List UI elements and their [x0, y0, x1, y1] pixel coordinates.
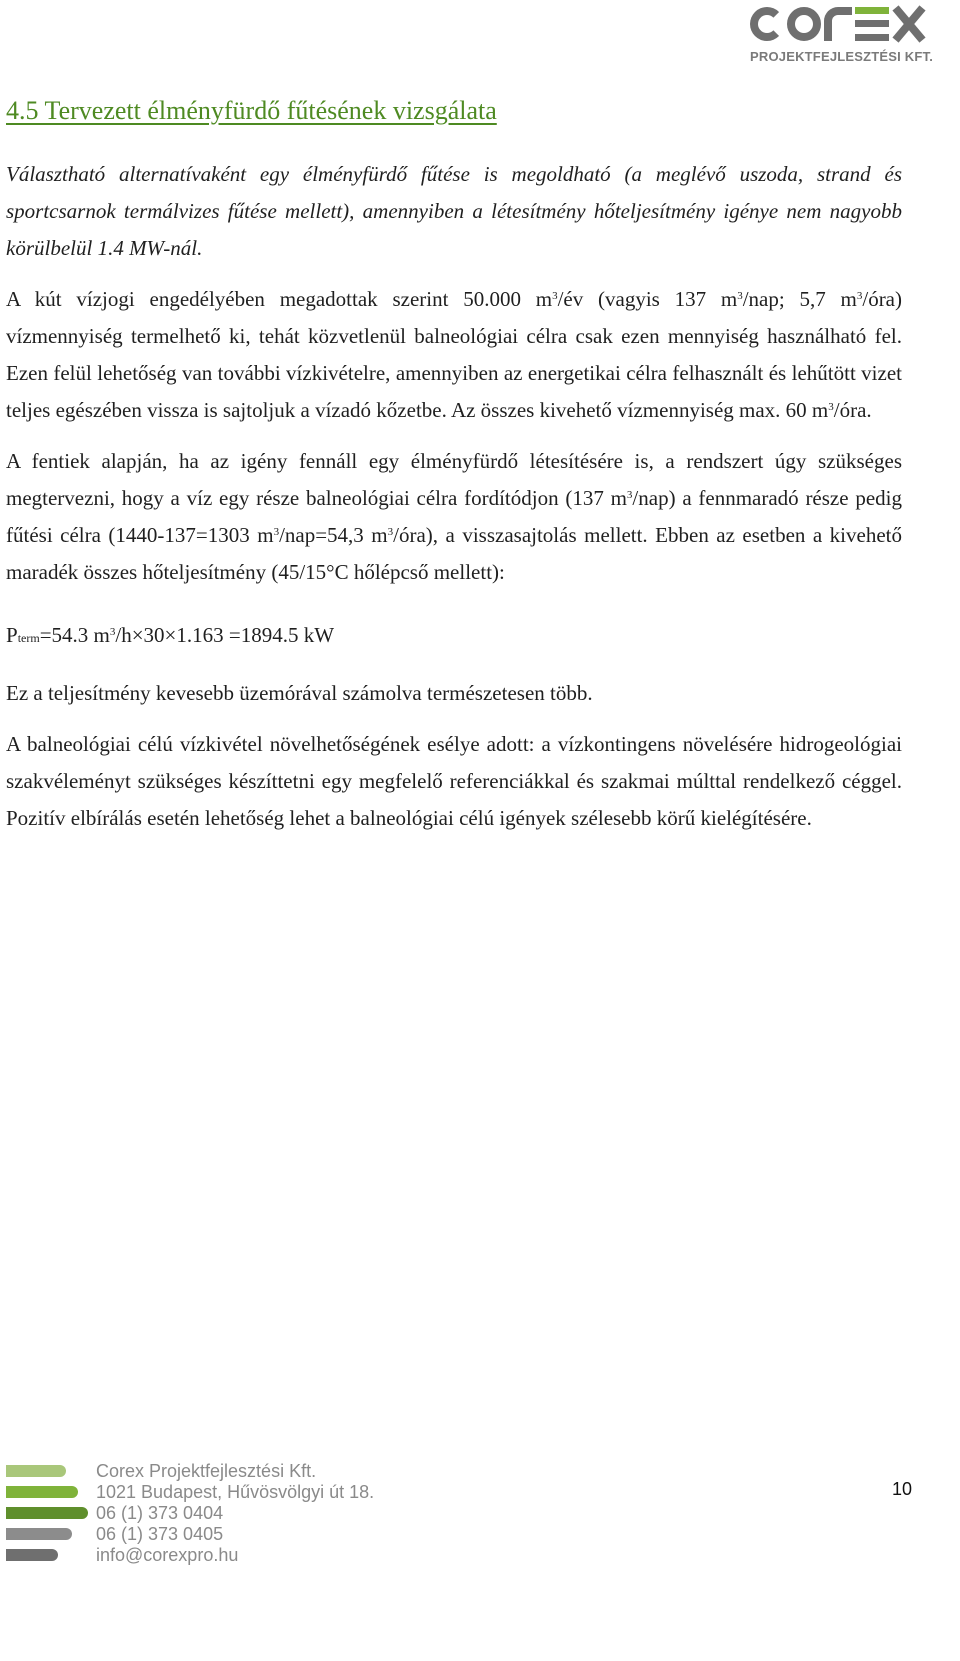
logo-letter-r [824, 7, 852, 41]
footer-phone-2: 06 (1) 373 0405 [96, 1524, 224, 1544]
intro-paragraph: Választható alternatívaként egy élményfürdő fűtése is megoldható (a meglévő uszoda, strand és sportcsarnok termálvizes fűtése mellett), amennyiben a létesítmény hőteljesítmény igénye nem nagyobb körülbelül 1.4 MW-nál. [6, 162, 902, 260]
footer-company: Corex Projektfejlesztési Kft. [96, 1461, 317, 1481]
footer-address: 1021 Budapest, Hűvösvölgyi út 18. [96, 1482, 375, 1502]
footer-phone-1: 06 (1) 373 0404 [96, 1503, 224, 1523]
balneology-paragraph: A balneológiai célú vízkivétel növelhetőségének esélye adott: a vízkontingens növelésére hidrogeológiai szakvéleményt szükséges készíttetni egy megfelelő referenciákkal és szakmai múlttal rendelkező céggel. Pozitív elbírálás esetén lehetőség lehet a balneológiai célú igények szélesebb körű kielégítésére. [6, 732, 902, 830]
logo-letter-c [750, 7, 784, 41]
page-footer [6, 1461, 912, 1661]
page-number: 10 [891, 1479, 912, 1499]
power-formula: Pterm=54.3 $m^3/h\times 30\times 1.163 =1894.5$ kW [6, 623, 335, 647]
logo-letter-x [892, 7, 926, 41]
footer-email[interactable]: info@corexpro.hu [96, 1545, 239, 1565]
company-logo [750, 2, 950, 68]
water-permit-paragraph: A kút vízjogi engedélyében megadottak szerint 50.000 $m^3/év$ (vagyis 137 $m^3$/nap; 5,7 $m^3/óra$) vízmennyiség termelhető ki, tehát közvetlenül balneológiai célra csak ezen mennyiség használható fel. Ezen felül lehetőség van további vízkivételre, amennyiben az energetikai célra felhasznált és lehűtött vizet teljes egészében vissza is sajtoljuk a vízadó kőzetbe. Az összes kivehető vízmennyiség max. 60 $m^3$/óra. [6, 287, 903, 422]
logo-tagline: PROJEKTFEJLESZTÉSI KFT. [750, 49, 934, 64]
section-heading: 4.5 Tervezett élményfürdő fűtésének vizsgálata [6, 96, 497, 125]
logo-wordmark [750, 2, 950, 46]
design-paragraph: A fentiek alapján, ha az igény fennáll egy élményfürdő létesítésére is, a rendszert úgy szükséges megtervezni, hogy a víz egy része balneológiai célra fordítódjon (137 $m^3/nap$) a fennmaradó része pedig fűtési célra (1440-137=1303 $m^3/nap=54,3$ $m^3/óra$), a visszasajtolás mellett. Ebben az esetben a kivehető maradék összes hőteljesítmény (45/15°C hőlépcső mellett): [6, 449, 902, 584]
operating-hours-note: Ez a teljesítmény kevesebb üzemórával számolva természetesen több. [6, 681, 593, 705]
logo-letter-o [787, 7, 821, 41]
document-body [6, 96, 902, 837]
contact-block [96, 1461, 374, 1566]
logo-letter-e [855, 7, 889, 41]
footer-stripes-logo [6, 1465, 88, 1570]
